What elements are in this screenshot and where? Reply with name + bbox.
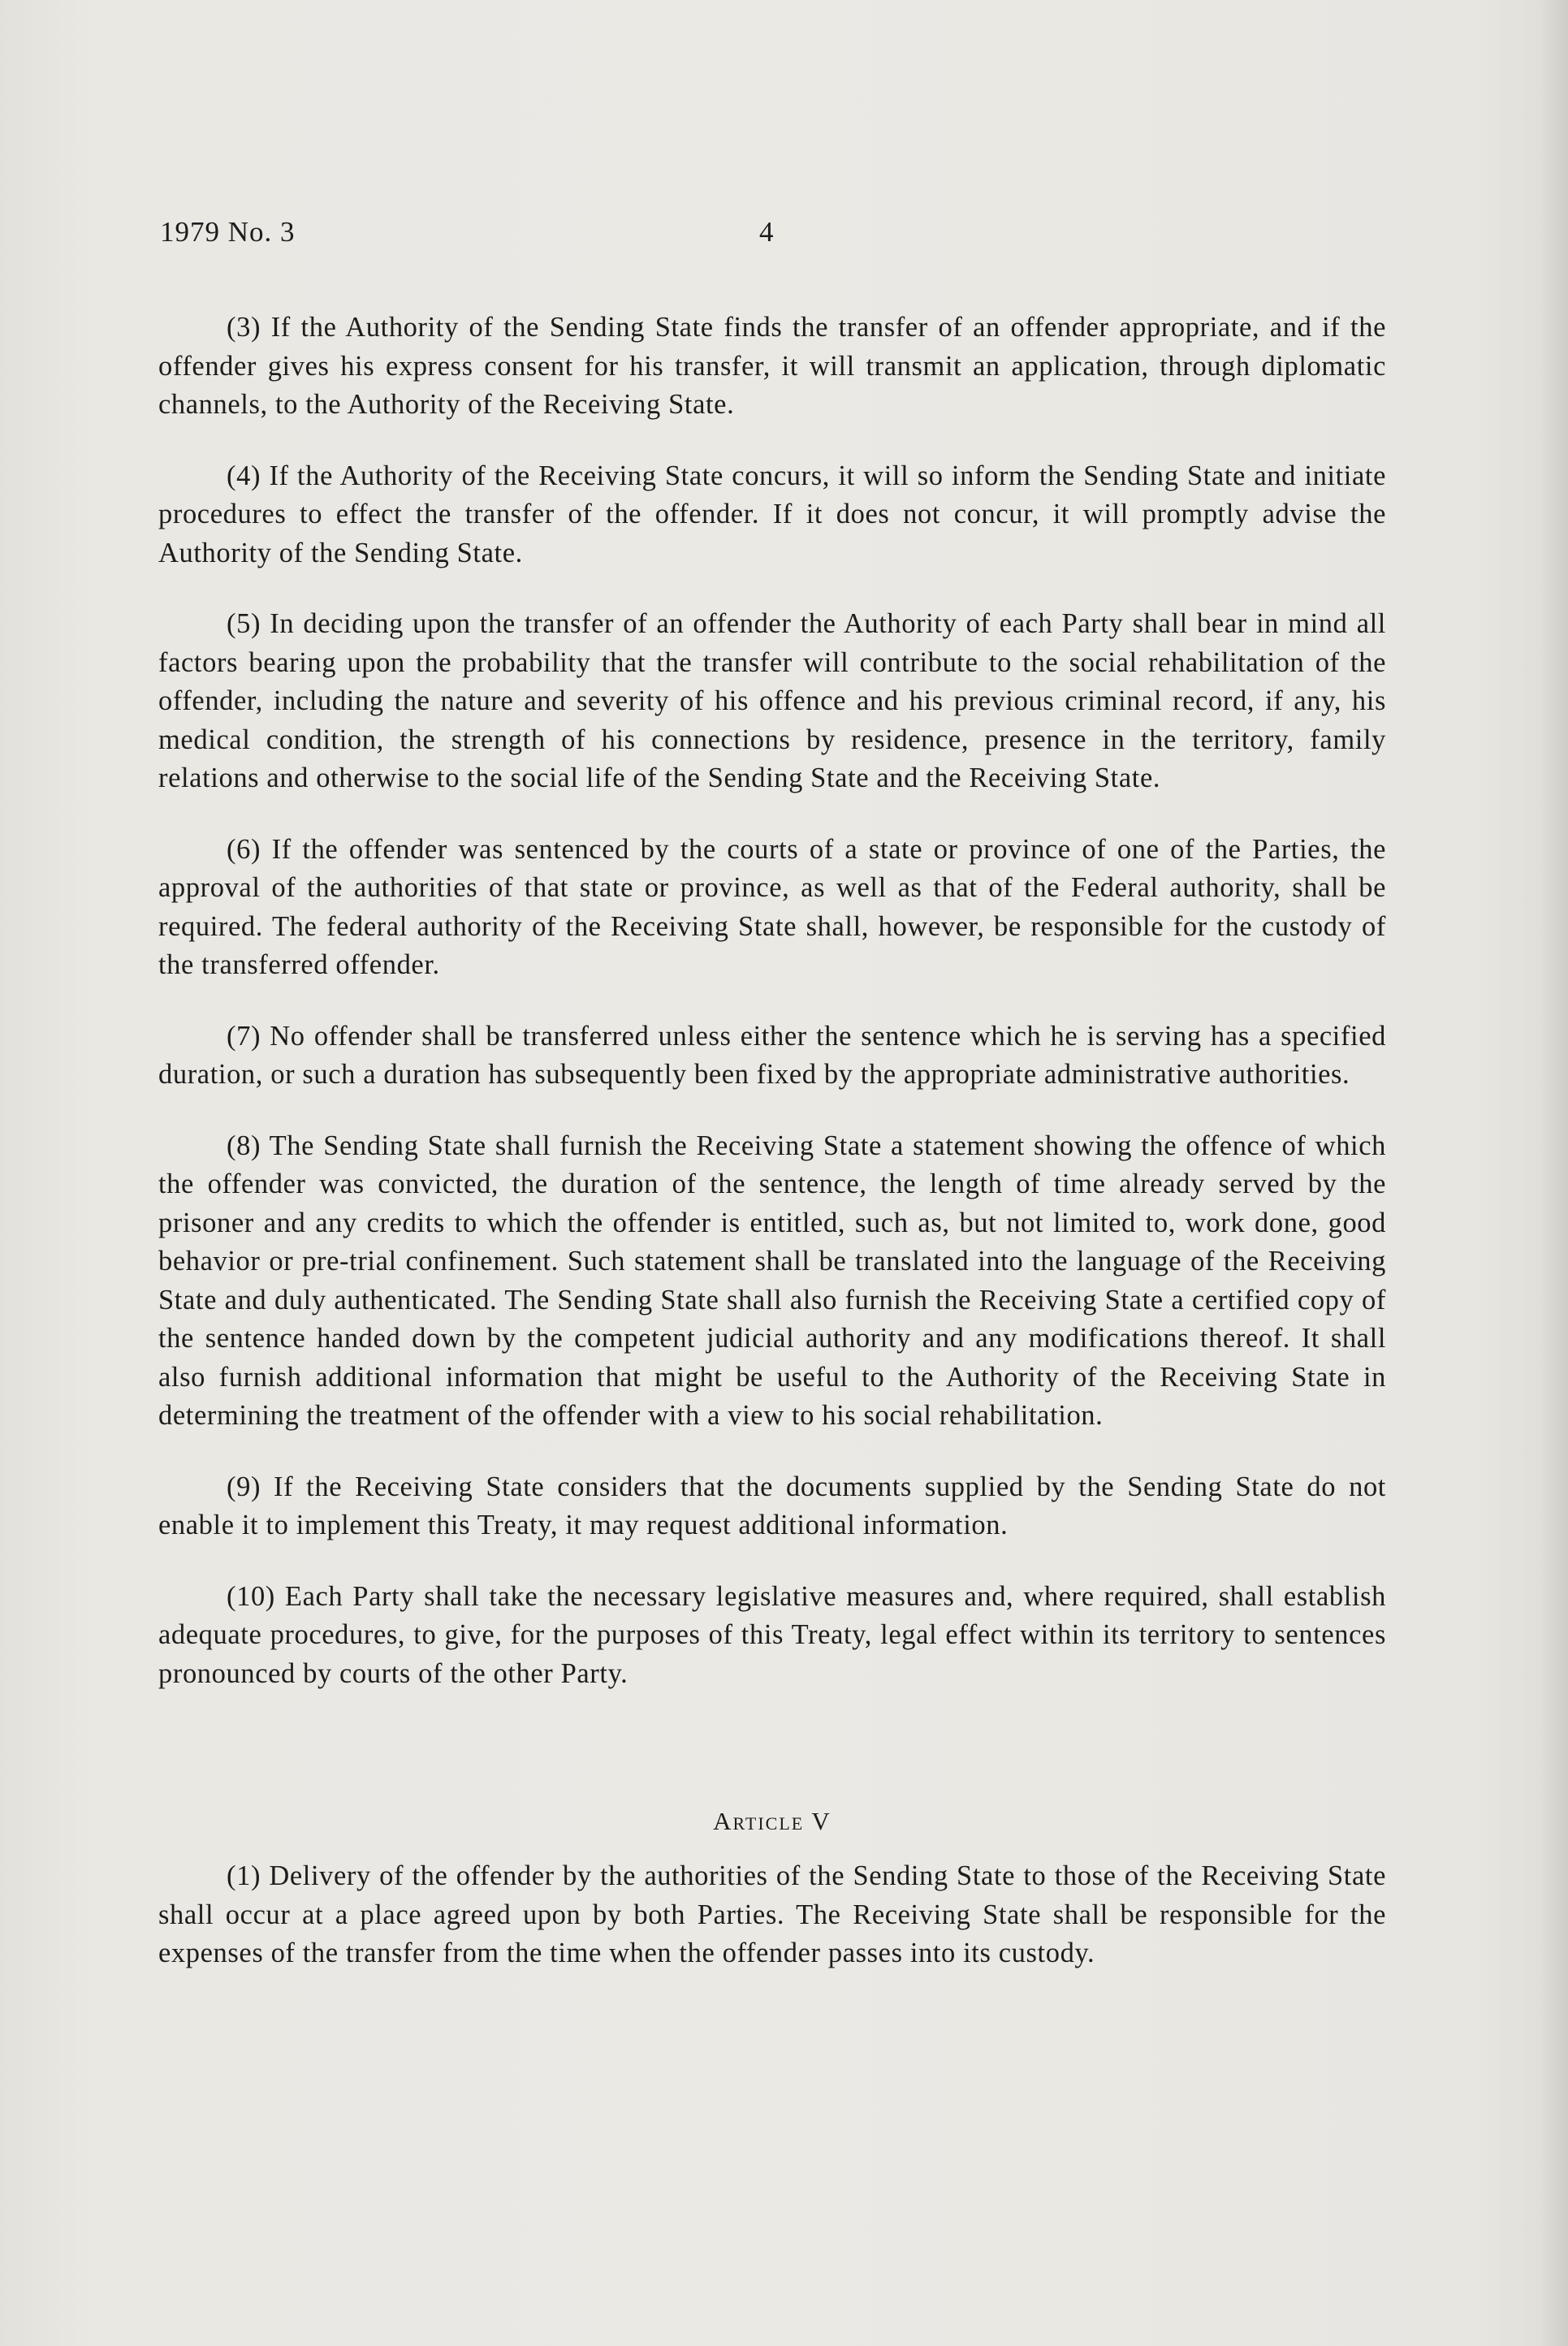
article-heading-text: Article V (713, 1807, 832, 1835)
article-v-paragraph-1: (1) Delivery of the offender by the authorities of the Sending State to those of the Receiving State shall occur at a place agreed upon by both Parties. The Receiving State shall be responsible for the expenses of the transfer from the time when the offender passes into its custody. (158, 1860, 1386, 1968)
article-heading (158, 1807, 1386, 1836)
paragraph-10: (10) Each Party shall take the necessary legislative measures and, where required, shall establish adequate procedures, to give, for the purposes of this Treaty, legal effect within its territory to sentences pronounced by courts of the other Party. (158, 1580, 1386, 1689)
page-header (160, 216, 1394, 257)
page-number: 4 (759, 216, 775, 248)
paragraph-5: (5) In deciding upon the transfer of an offender the Authority of each Party shall bear in mind all factors bearing upon the probability that the transfer will contribute to the social rehabilitation of the offender, including the nature and severity of his offence and his previous criminal record, if any, his medical condition, the strength of his connections by residence, presence in the territory, family relations and otherwise to the social life of the Sending State and the Receiving State. (158, 608, 1386, 793)
document-body (158, 309, 1386, 2006)
paragraph-8: (8) The Sending State shall furnish the Receiving State a statement showing the offence of which the offender was convicted, the duration of the sentence, the length of time already served by the prisoner and any credits to which the offender is entitled, such as, but not limited to, work done, good behavior or pre-trial confinement. Such statement shall be translated into the language of the Receiving State and duly authenticated. The Sending State shall also furnish the Receiving State a certified copy of the sentence handed down by the competent judicial authority and any modifications thereof. It shall also furnish additional information that might be useful to the Authority of the Receiving State in determining the treatment of the offender with a view to his social rehabilitation. (158, 1130, 1386, 1431)
paragraph-3: (3) If the Authority of the Sending State finds the transfer of an offender appropriate, and if the offender gives his express consent for his transfer, it will transmit an application, through diplomatic channels, to the Authority of the Receiving State. (158, 312, 1386, 420)
paragraph-9: (9) If the Receiving State considers that the documents supplied by the Sending State do not enable it to implement this Treaty, it may request additional information. (158, 1471, 1386, 1540)
paragraph-6: (6) If the offender was sentenced by the courts of a state or province of one of the Parties, the approval of the authorities of that state or province, as well as that of the Federal authority, shall be required. The federal authority of the Receiving State shall, however, be responsible for the custody of the transferred offender. (158, 833, 1386, 980)
statute-year-number: 1979 No. 3 (160, 216, 296, 248)
paragraph-7: (7) No offender shall be transferred unless either the sentence which he is serving has a specified duration, or such a duration has subsequently been fixed by the appropriate administrative authorities. (158, 1020, 1386, 1090)
paragraph-4: (4) If the Authority of the Receiving State concurs, it will so inform the Sending State and initiate procedures to effect the transfer of the offender. If it does not concur, it will promptly advise the Authority of the Sending State. (158, 460, 1386, 568)
page-edge-shadow (1539, 0, 1568, 2346)
